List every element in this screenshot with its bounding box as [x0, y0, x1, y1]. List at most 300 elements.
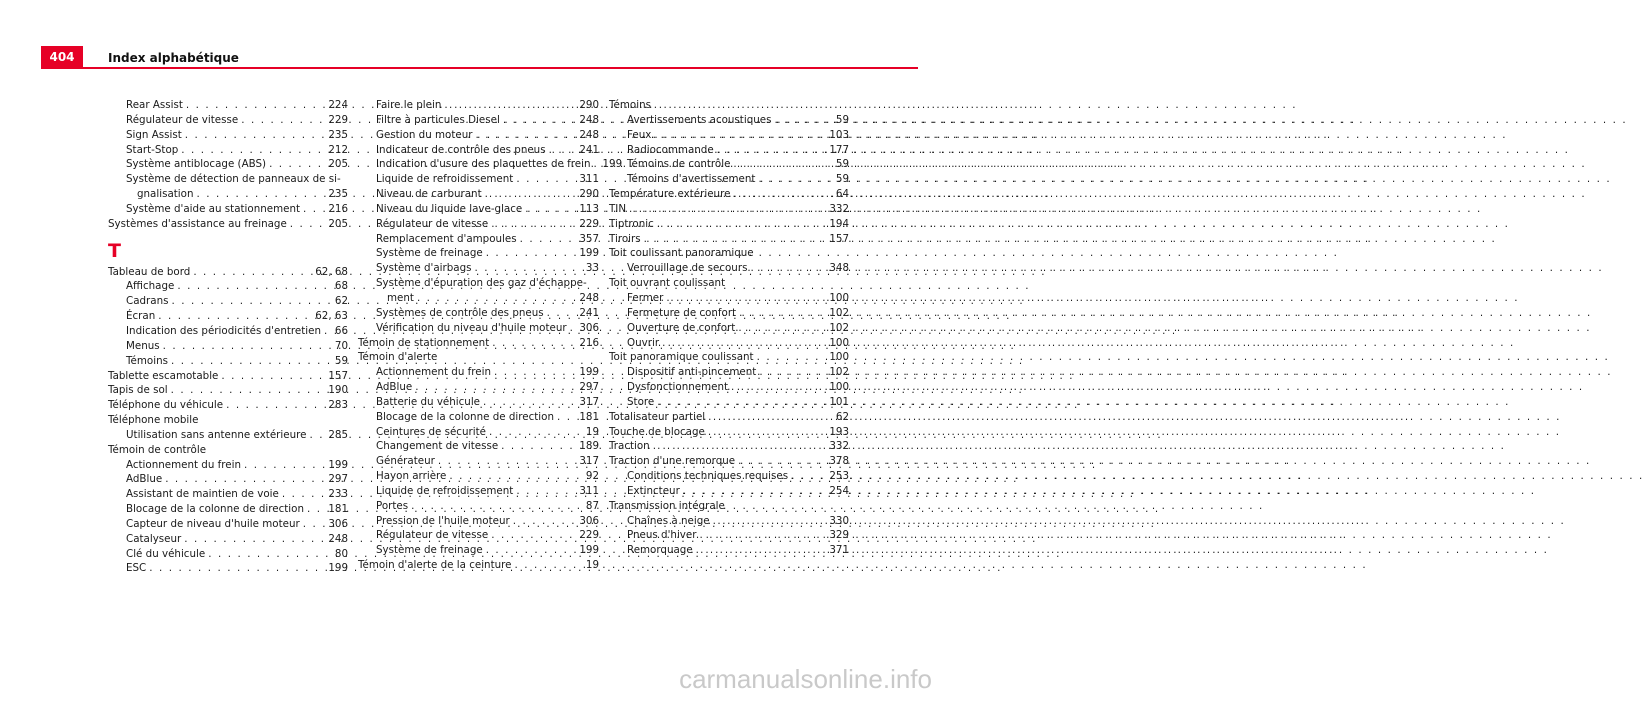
index-entry — [108, 202, 348, 217]
index-entry — [609, 543, 849, 558]
index-entry-term: Niveau du liquide lave-glace — [376, 202, 523, 215]
index-entry-page: 317 — [579, 395, 599, 408]
index-entry — [609, 469, 849, 484]
dot-leader — [441, 98, 579, 113]
index-entry-term: Pneus d'hiver — [627, 529, 697, 542]
index-entry-term: Régulateur de vitesse — [376, 217, 489, 230]
index-entry-page: 311 — [579, 484, 599, 497]
index-heading: Système d'épuration des gaz d'échappe- — [376, 277, 587, 290]
index-entry — [358, 217, 599, 232]
index-entry — [108, 157, 348, 172]
index-entry-term: Générateur — [376, 455, 435, 468]
index-entry-term: Indication d'usure des plaquettes de frein — [376, 158, 591, 171]
index-entry-term: Catalyseur — [126, 532, 182, 545]
dot-leader — [714, 143, 830, 158]
index-heading: Système de détection de panneaux de si- — [126, 173, 341, 186]
index-entry-page: 62 — [835, 410, 849, 423]
index-entry-page: 357 — [579, 232, 599, 245]
index-entry — [108, 279, 348, 294]
index-entry-page: 229 — [579, 217, 599, 230]
dot-leader — [522, 202, 579, 217]
index-entry — [108, 517, 348, 532]
index-entry — [609, 484, 849, 499]
dot-leader — [435, 454, 579, 469]
index-entry — [358, 543, 599, 558]
index-entry-page: 62, 68 — [315, 265, 348, 278]
index-entry — [108, 532, 348, 547]
index-entry-page: 233 — [328, 488, 348, 501]
index-entry-term: Touche de blocage — [609, 425, 705, 438]
dot-leader — [483, 543, 580, 558]
index-entry — [358, 172, 599, 187]
index-entry-page: 241 — [579, 306, 599, 319]
index-entry-term: Changement de vitesse — [376, 440, 499, 453]
dot-leader — [194, 187, 329, 202]
dot-leader — [544, 306, 580, 321]
index-entry-page: 248 — [579, 113, 599, 126]
index-entry-page: 59 — [835, 158, 849, 171]
index-entry — [108, 324, 348, 339]
index-entry — [609, 232, 849, 247]
index-entry-page: 181 — [328, 503, 348, 516]
index-entry-page: 332 — [829, 440, 849, 453]
index-entry-term: Affichage — [126, 280, 175, 293]
dot-leader — [693, 543, 830, 558]
index-entry-page: 102 — [829, 306, 849, 319]
index-entry-page: 101 — [829, 395, 849, 408]
dot-leader — [730, 157, 835, 172]
index-entry-term: Traction d'une remorque — [609, 455, 736, 468]
index-entry-page: 157 — [829, 232, 849, 245]
index-entry — [358, 380, 599, 395]
index-entry-page: 311 — [579, 173, 599, 186]
dot-leader — [168, 383, 329, 398]
dot-leader — [554, 410, 579, 425]
dot-leader — [489, 336, 579, 351]
dot-leader — [626, 202, 829, 217]
index-entry-term: Blocage de la colonne de direction — [126, 503, 304, 516]
index-entry-page: 62, 63 — [315, 310, 348, 323]
dot-leader — [168, 354, 335, 369]
index-entry-term: ment — [387, 291, 414, 304]
dot-leader — [771, 113, 835, 128]
dot-leader — [513, 172, 579, 187]
index-heading: Toit ouvrant coulissant — [609, 277, 726, 290]
dot-leader — [472, 128, 579, 143]
index-entry-page: 177 — [829, 143, 849, 156]
index-entry — [108, 502, 348, 517]
index-entry — [108, 309, 348, 324]
index-letter-heading: T — [108, 239, 121, 262]
index-entry — [358, 454, 599, 469]
index-entry-term: Régulateur de vitesse — [126, 113, 239, 126]
dot-leader — [735, 321, 829, 336]
index-entry-page: 283 — [328, 399, 348, 412]
dot-leader — [304, 502, 328, 517]
index-entry — [358, 410, 599, 425]
dot-leader — [510, 514, 580, 529]
index-entry-page: 248 — [579, 128, 599, 141]
index-entry-page: 199 — [579, 366, 599, 379]
dot-leader — [641, 232, 830, 247]
dot-leader — [160, 339, 335, 354]
index-entry — [609, 143, 849, 158]
index-entry-page: 332 — [829, 202, 849, 215]
dot-leader — [190, 265, 315, 280]
dot-leader — [659, 336, 829, 351]
index-entry — [358, 246, 599, 261]
dot-leader — [754, 350, 830, 365]
index-entry-page: 205 — [328, 217, 348, 230]
dot-leader — [241, 458, 328, 473]
index-entry-term: Système antiblocage (ABS) — [126, 158, 267, 171]
dot-leader — [486, 425, 586, 440]
dot-leader — [488, 217, 579, 232]
dot-leader — [654, 217, 830, 232]
index-entry-term: Store — [627, 395, 655, 408]
dot-leader — [756, 365, 829, 380]
dot-leader — [162, 472, 328, 487]
index-entry — [358, 558, 599, 573]
index-entry — [358, 202, 599, 217]
index-entry-page: 199 — [579, 247, 599, 260]
index-entry — [358, 439, 599, 454]
index-column-1 — [108, 98, 348, 576]
index-entry-term: Toit panoramique coulissant — [609, 351, 754, 364]
index-entry — [609, 202, 849, 217]
index-entry — [108, 472, 348, 487]
index-entry — [358, 187, 599, 202]
dot-leader — [488, 528, 579, 543]
index-entry-term: Remplacement d'ampoules — [376, 232, 517, 245]
index-entry — [108, 113, 348, 128]
index-entry-term: Niveau de carburant — [376, 188, 482, 201]
index-entry — [358, 528, 599, 543]
index-entry — [609, 321, 849, 336]
index-entry — [609, 187, 849, 202]
dot-leader — [480, 395, 579, 410]
index-entry-term: Sign Assist — [126, 128, 182, 141]
dot-leader — [300, 517, 329, 532]
dot-leader — [513, 484, 579, 499]
index-entry-page: 103 — [829, 128, 849, 141]
index-entry-term: Régulateur de vitesse — [376, 529, 489, 542]
index-entry-term: Liquide de refroidissement — [376, 484, 514, 497]
dot-leader — [663, 291, 829, 306]
index-entry — [358, 157, 623, 172]
index-entry-term: Pression de l'huile moteur — [376, 514, 510, 527]
index-entry-term: Fermeture de confort — [627, 306, 737, 319]
dot-leader — [705, 425, 829, 440]
index-entry-term: Systèmes de contrôle des pneus — [376, 306, 544, 319]
index-entry-page: 102 — [829, 321, 849, 334]
index-entry-page: 190 — [328, 384, 348, 397]
index-entry-term: Extincteur — [627, 484, 680, 497]
index-entry-page: 157 — [328, 369, 348, 382]
index-entry — [108, 547, 348, 562]
index-entry-term: Actionnement du frein — [376, 366, 492, 379]
index-entry-term: Verrouillage de secours — [627, 262, 748, 275]
index-entry — [358, 143, 599, 158]
dot-leader — [168, 294, 334, 309]
dot-leader — [650, 439, 830, 454]
index-entry — [609, 514, 849, 529]
index-entry — [358, 425, 599, 440]
index-entry-term: Ouvrir — [627, 336, 660, 349]
index-entry-term: Utilisation sans antenne extérieure — [126, 428, 307, 441]
index-entry-term: Radiocommande — [627, 143, 714, 156]
index-entry-term: Tablette escamotable — [108, 369, 219, 382]
index-entry-page: 306 — [328, 517, 348, 530]
index-entry — [609, 395, 849, 410]
dot-leader — [266, 157, 328, 172]
dot-leader — [446, 469, 586, 484]
dot-leader — [218, 369, 328, 384]
dot-leader — [567, 321, 580, 336]
index-entry-term: Blocage de la colonne de direction — [376, 410, 554, 423]
index-entry — [609, 217, 849, 232]
dot-leader — [174, 279, 335, 294]
index-entry — [609, 113, 849, 128]
dot-leader — [728, 380, 829, 395]
index-entry-page: 248 — [328, 532, 348, 545]
index-entry-term: Capteur de niveau d'huile moteur — [126, 517, 300, 530]
page-number: 404 — [41, 46, 83, 68]
index-entry-term: Rear Assist — [126, 99, 183, 111]
index-entry-page: 306 — [579, 514, 599, 527]
watermark: carmanualsonline.info — [679, 664, 932, 694]
index-entry-term: Clé du véhicule — [126, 547, 206, 560]
index-entry-page: 199 — [328, 458, 348, 471]
index-entry-page: 194 — [829, 217, 849, 230]
index-entry — [358, 336, 599, 351]
index-entry-term: Faire le plein — [376, 99, 442, 111]
index-heading: Transmission intégrale — [609, 499, 725, 512]
index-entry-page: 199 — [328, 562, 348, 575]
index-entry-term: Gestion du moteur — [376, 128, 473, 141]
dot-leader — [730, 187, 835, 202]
index-entry-page: 92 — [585, 470, 599, 483]
index-entry-term: Batterie du véhicule — [376, 395, 481, 408]
index-entry-term: Ouverture de confort — [627, 321, 736, 334]
index-entry-page: 102 — [829, 366, 849, 379]
index-entry-term: Téléphone du véhicule — [108, 399, 224, 412]
index-entry — [358, 128, 599, 143]
index-entry-page: 348 — [829, 262, 849, 275]
index-entry — [609, 439, 849, 454]
index-entry — [358, 469, 599, 484]
index-entry — [609, 306, 849, 321]
index-entry-page: 193 — [829, 425, 849, 438]
index-entry — [609, 157, 849, 172]
index-entry-term: Témoins — [126, 354, 168, 367]
dot-leader — [517, 232, 580, 247]
index-entry — [358, 261, 599, 276]
index-entry-page: 290 — [579, 99, 599, 111]
dot-leader — [205, 547, 335, 562]
index-entry-page: 253 — [829, 470, 849, 483]
index-entry-term: Cadrans — [126, 295, 169, 308]
index-entry — [108, 187, 348, 202]
index-entry-page: 100 — [829, 381, 849, 394]
dot-leader — [306, 428, 328, 443]
index-entry — [358, 365, 599, 380]
dot-leader — [414, 291, 579, 306]
dot-leader — [182, 128, 329, 143]
index-entry-term: Tiptronic — [609, 217, 654, 230]
index-entry-term: Actionnement du frein — [126, 458, 242, 471]
index-entry-page: 59 — [835, 113, 849, 126]
index-heading: Témoin de contrôle — [108, 443, 207, 456]
dot-leader — [498, 439, 579, 454]
index-entry-term: ESC — [126, 562, 147, 575]
index-entry-term: Feux — [627, 128, 652, 141]
index-entry — [108, 294, 348, 309]
dot-leader — [788, 469, 829, 484]
index-entry-term: Systèmes d'assistance au freinage — [108, 217, 287, 230]
index-entry — [609, 172, 849, 187]
index-entry-page: 229 — [579, 529, 599, 542]
index-entry-page: 216 — [579, 336, 599, 349]
index-entry-term: Hayon arrière — [376, 470, 447, 483]
index-entry-page: 241 — [579, 143, 599, 156]
index-entry-term: Témoins de contrôle — [627, 158, 731, 171]
index-entry — [108, 561, 348, 576]
index-entry-page: 59 — [835, 173, 849, 186]
index-entry-page: 64 — [835, 188, 849, 201]
index-entry — [358, 113, 599, 128]
dot-leader — [155, 309, 315, 324]
index-entry-term: Chaînes à neige — [627, 514, 710, 527]
dot-leader — [735, 454, 829, 469]
index-entry-page: 100 — [829, 336, 849, 349]
index-entry-page: 224 — [328, 99, 348, 111]
dot-leader — [181, 532, 328, 547]
index-entry-term: Fermer — [627, 291, 664, 304]
index-entry-page: 317 — [579, 455, 599, 468]
dot-leader — [705, 410, 836, 425]
dot-leader — [300, 202, 328, 217]
index-entry — [358, 395, 599, 410]
index-entry-page: 329 — [829, 529, 849, 542]
index-entry — [358, 499, 599, 514]
index-entry-page: 62 — [334, 295, 348, 308]
index-entry-page: 113 — [579, 202, 599, 215]
index-entry — [108, 217, 348, 232]
index-entry — [609, 261, 849, 276]
index-entry — [609, 410, 849, 425]
index-entry-term: TIN — [609, 202, 627, 215]
dot-leader — [755, 172, 835, 187]
index-entry-term: Écran — [126, 310, 156, 323]
dot-leader — [696, 528, 829, 543]
index-entry-page: 19 — [585, 559, 599, 572]
index-entry — [108, 265, 348, 280]
index-entry-term: Conditions techniques requises — [627, 470, 789, 483]
index-entry — [358, 232, 599, 247]
index-entry-term: Filtre à particules Diesel — [376, 113, 500, 126]
dot-leader — [321, 324, 335, 339]
dot-leader — [238, 113, 328, 128]
index-entry-page: 205 — [328, 158, 348, 171]
dot-leader — [408, 499, 586, 514]
index-entry — [108, 383, 348, 398]
index-entry — [108, 369, 348, 384]
index-entry-page: 189 — [579, 440, 599, 453]
index-column-3 — [609, 98, 849, 558]
dot-leader — [651, 128, 829, 143]
index-entry — [108, 128, 348, 143]
index-entry-page: 216 — [328, 202, 348, 215]
index-entry — [609, 350, 849, 365]
dot-leader — [183, 98, 328, 113]
index-entry-term: Start-Stop — [126, 143, 179, 156]
index-entry-page: 199 — [579, 544, 599, 557]
index-entry-term: Température extérieure — [609, 188, 731, 201]
index-entry-page: 290 — [579, 188, 599, 201]
dot-leader — [512, 558, 586, 573]
index-entry-page: 87 — [585, 499, 599, 512]
index-entry — [358, 321, 599, 336]
index-entry — [108, 143, 348, 158]
dot-leader — [146, 561, 328, 576]
index-entry-page: 100 — [829, 291, 849, 304]
dot-leader — [747, 261, 829, 276]
index-heading: Toit coulissant panoramique — [609, 247, 754, 260]
index-entry-page: 212 — [328, 143, 348, 156]
index-entry-page: 330 — [829, 514, 849, 527]
index-entry — [358, 98, 599, 113]
index-entry-page: 70 — [334, 339, 348, 352]
index-entry — [609, 380, 849, 395]
index-entry-term: Liquide de refroidissement — [376, 173, 514, 186]
index-entry-term: Totalisateur partiel — [609, 410, 706, 423]
index-entry-page: 229 — [328, 113, 348, 126]
index-entry-page: 254 — [829, 484, 849, 497]
dot-leader — [412, 380, 579, 395]
index-entry-term: Ceintures de sécurité — [376, 425, 486, 438]
dot-leader — [483, 246, 580, 261]
page-title: Index alphabétique — [108, 51, 239, 65]
index-entry — [108, 458, 348, 473]
index-entry — [609, 528, 849, 543]
index-entry-term: Tapis de sol — [108, 384, 168, 397]
index-entry-page: 297 — [328, 473, 348, 486]
index-entry-term: Témoins d'avertissement — [627, 173, 756, 186]
index-entry-page: 59 — [334, 354, 348, 367]
index-entry-page: 80 — [334, 547, 348, 560]
dot-leader — [472, 261, 586, 276]
index-entry-term: Dysfonctionnement — [627, 381, 729, 394]
dot-leader — [710, 514, 830, 529]
index-entry-term: Système de freinage — [376, 544, 483, 557]
index-entry — [108, 98, 348, 113]
index-entry-term: Menus — [126, 339, 160, 352]
index-entry-term: Système d'airbags — [376, 262, 472, 275]
index-entry — [108, 339, 348, 354]
index-entry-term: Système de freinage — [376, 247, 483, 260]
index-entry-page: 66 — [334, 324, 348, 337]
index-entry-term: Dispositif anti-pincement — [627, 366, 757, 379]
index-entry — [609, 425, 849, 440]
index-entry-term: Tableau de bord — [108, 265, 191, 278]
dot-leader — [287, 217, 329, 232]
index-entry — [108, 354, 348, 369]
index-entry-term: AdBlue — [126, 473, 163, 486]
index-entry-page: 378 — [829, 455, 849, 468]
index-entry — [358, 291, 599, 306]
index-entry-term: Témoin d'alerte de la ceinture — [358, 559, 512, 572]
